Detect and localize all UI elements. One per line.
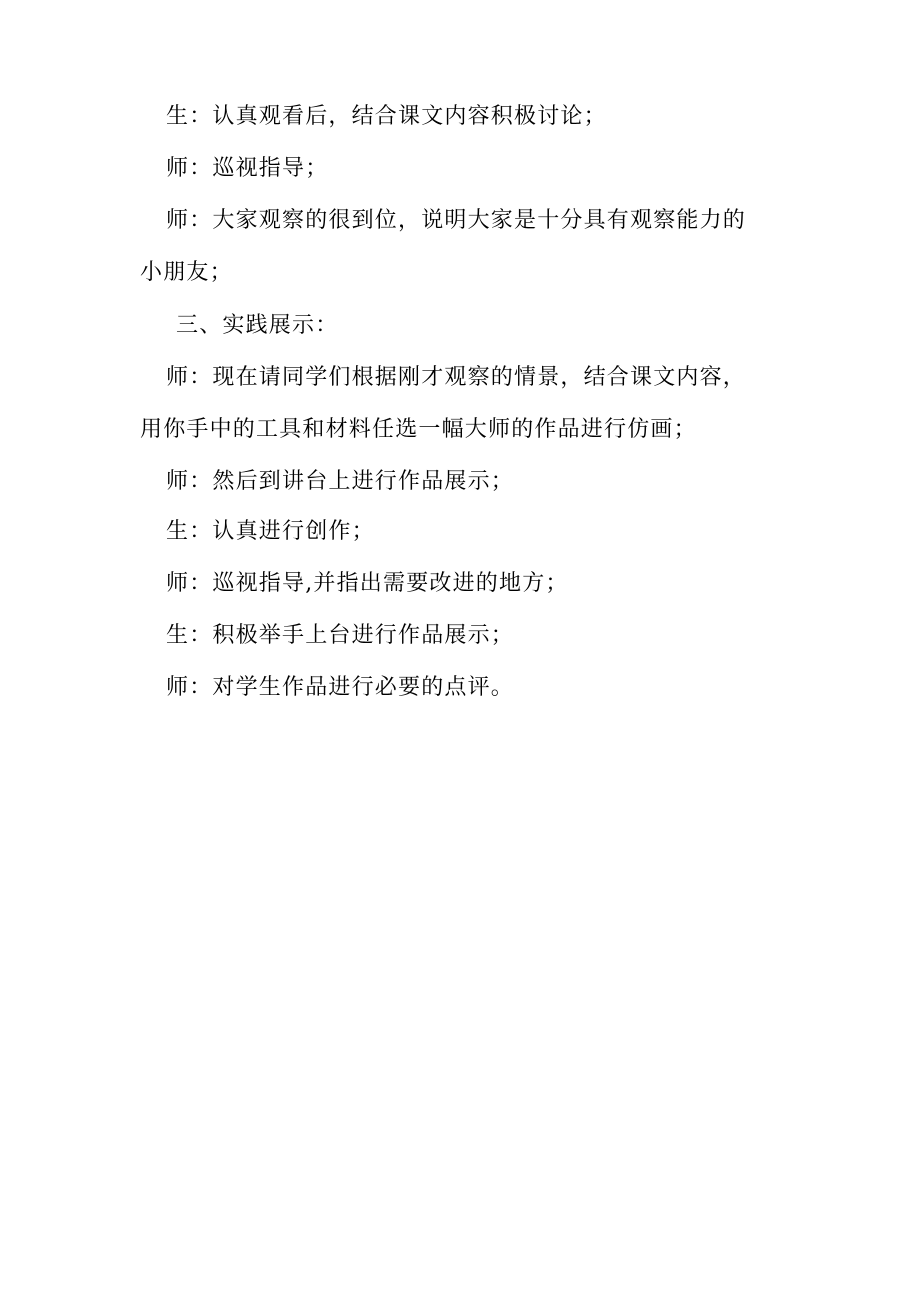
paragraph-teacher-instruction-continued: 用你手中的工具和材料任选一幅大师的作品进行仿画；	[140, 417, 697, 442]
section-heading-practice: 三、实践展示：	[176, 313, 339, 338]
paragraph-student-create: 生：认真进行创作；	[166, 519, 375, 544]
paragraph-student-discussion: 生：认真观看后，结合课文内容积极讨论；	[166, 104, 607, 129]
paragraph-teacher-review: 师：对学生作品进行必要的点评。	[166, 675, 515, 700]
paragraph-teacher-praise-continued: 小朋友；	[140, 260, 233, 285]
paragraph-teacher-instruction: 师：现在请同学们根据刚才观察的情景，结合课文内容，	[166, 365, 747, 390]
paragraph-teacher-patrol: 师：巡视指导；	[166, 156, 329, 181]
paragraph-teacher-showcase: 师：然后到讲台上进行作品展示；	[166, 469, 515, 494]
paragraph-teacher-praise: 师：大家观察的很到位，说明大家是十分具有观察能力的	[166, 208, 747, 233]
paragraph-student-present: 生：积极举手上台进行作品展示；	[166, 623, 515, 648]
paragraph-teacher-guidance: 师：巡视指导,并指出需要改进的地方；	[166, 571, 569, 596]
